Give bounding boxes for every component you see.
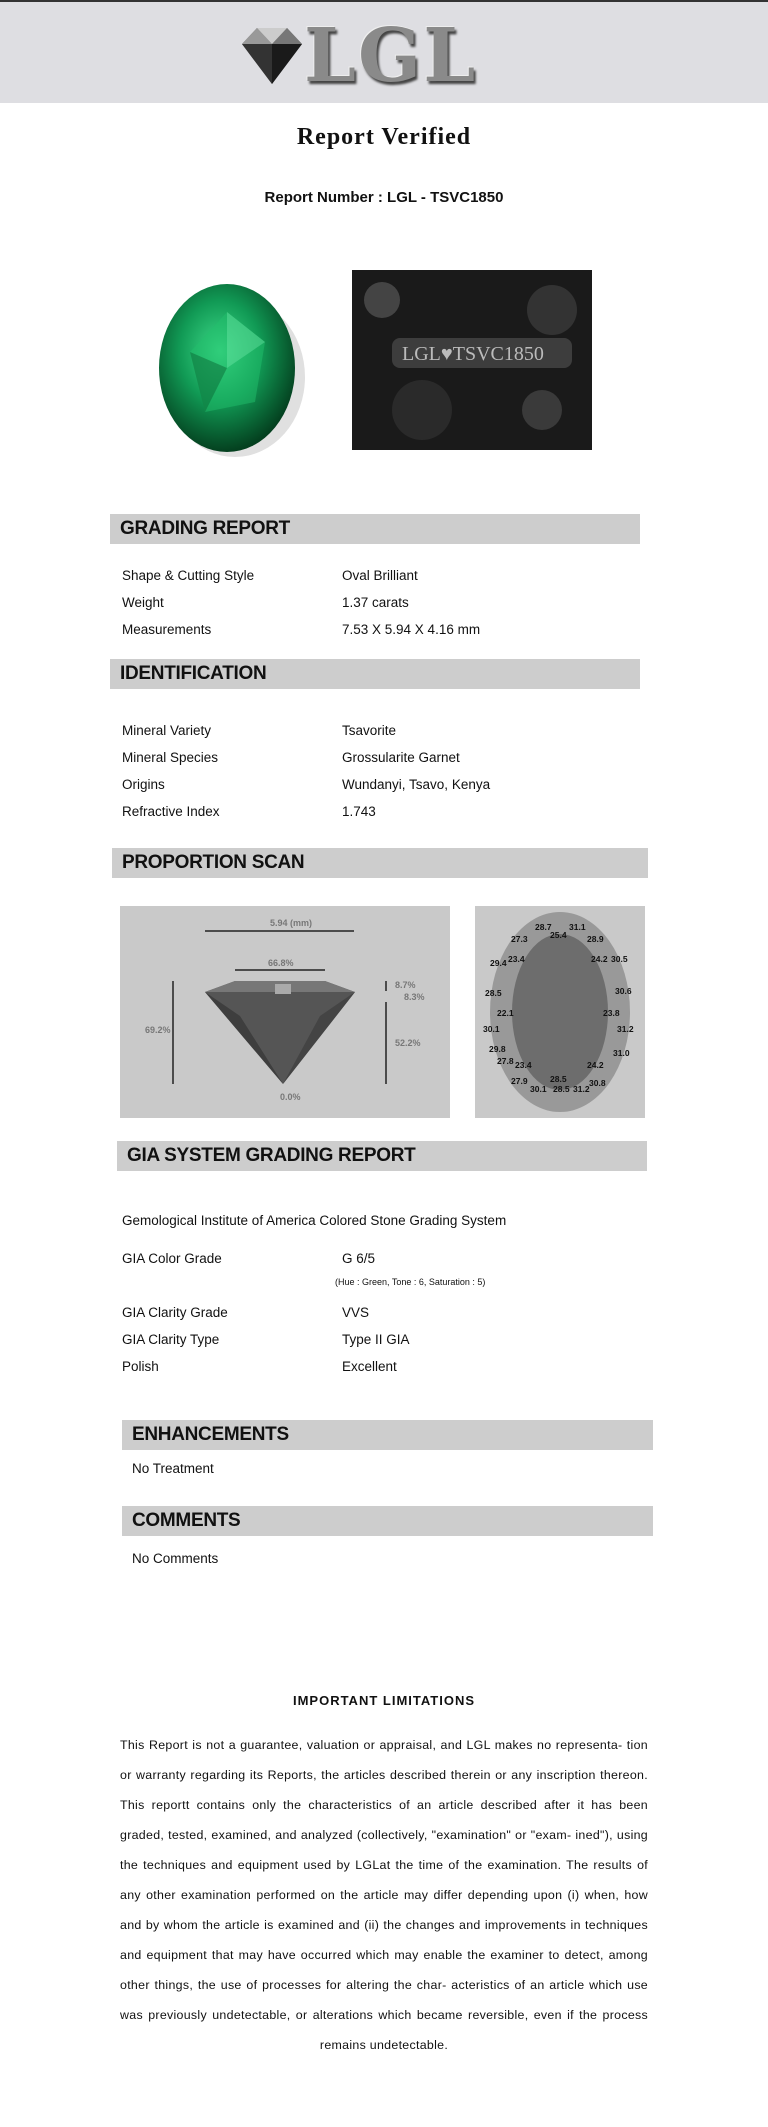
- gia-color-note: (Hue : Green, Tone : 6, Saturation : 5): [335, 1277, 486, 1287]
- gemstone-photo: [135, 272, 325, 460]
- proportion-side-view: [120, 906, 450, 1118]
- refractive-index-label: Refractive Index: [122, 804, 220, 819]
- origins-label: Origins: [122, 777, 165, 792]
- oval-measure-label: 23.4: [508, 954, 525, 964]
- oval-measure-label: 29.8: [489, 1044, 506, 1054]
- gia-clarity-grade-label: GIA Clarity Grade: [122, 1305, 228, 1320]
- gia-clarity-type-label: GIA Clarity Type: [122, 1332, 220, 1347]
- lgl-logo[interactable]: [232, 13, 492, 99]
- origins-value: Wundanyi, Tsavo, Kenya: [342, 777, 491, 792]
- oval-measure-label: 25.4: [550, 930, 567, 940]
- enhancements-heading: ENHANCEMENTS: [122, 1420, 653, 1450]
- oval-measure-label: 27.3: [511, 934, 528, 944]
- mineral-species-label: Mineral Species: [122, 750, 219, 765]
- mineral-variety-value: Tsavorite: [342, 723, 397, 738]
- report-number: Report Number : LGL - TSVC1850: [264, 189, 504, 206]
- oval-measure-label: 28.9: [587, 934, 604, 944]
- enhancements-text: No Treatment: [132, 1461, 214, 1476]
- limitations-heading: IMPORTANT LIMITATIONS: [292, 1693, 476, 1708]
- oval-measure-label: 27.8: [497, 1056, 514, 1066]
- oval-measure-label: 30.1: [483, 1024, 500, 1034]
- proportion-scan-heading: PROPORTION SCAN: [112, 848, 648, 878]
- gia-clarity-grade-value: VVS: [342, 1305, 370, 1320]
- oval-measure-label: 31.1: [569, 922, 586, 932]
- oval-measure-label: 28.5: [485, 988, 502, 998]
- oval-measure-label: 22.1: [497, 1008, 514, 1018]
- grading-report-heading: GRADING REPORT: [110, 514, 640, 544]
- limitations-body: This Report is not a guarantee, valuation or appraisal, and LGL makes no representa- tion or warranty regarding its Reports, the articles described therein or any inscription thereon. This reportt contains only the characteristics of an article described after it has been graded, tested, examined, and analyzed (collectively, "examination" or "exam- ined"), using the techniques and equipment used by LGLat the time of the examination. The results of any other examination performed on the article may differ depending upon (i) when, how and by whom the article is examined and (ii) the changes and improvements in techniques and equipment that may have occurred which may enable the examiner to detect, among other things, the use of processes for altering the char- acteristics of an article which use was previously undetectable, or alterations which became reversible, even if the process remains undetectable.: [120, 1738, 648, 2052]
- oval-measure-label: 23.8: [603, 1008, 620, 1018]
- weight-value: 1.37 carats: [342, 595, 409, 610]
- scan-pavilion-label: 52.2%: [395, 1038, 421, 1048]
- gia-color-label: GIA Color Grade: [122, 1251, 222, 1266]
- page-title: Report Verified: [296, 124, 472, 150]
- scan-table-label: 66.8%: [268, 958, 294, 968]
- gia-intro: Gemological Institute of America Colored Stone Grading System: [122, 1213, 507, 1228]
- oval-measure-label: 27.9: [511, 1076, 528, 1086]
- gia-heading: GIA SYSTEM GRADING REPORT: [117, 1141, 647, 1171]
- mineral-variety-label: Mineral Variety: [122, 723, 212, 738]
- scan-crown-label: 8.7%: [395, 980, 416, 990]
- shape-label: Shape & Cutting Style: [122, 568, 255, 583]
- oval-measure-label: 30.6: [615, 986, 632, 996]
- gia-clarity-type-value: Type II GIA: [342, 1332, 410, 1347]
- scan-depth-label: 69.2%: [145, 1025, 171, 1035]
- comments-text: No Comments: [132, 1551, 219, 1566]
- comments-heading: COMMENTS: [122, 1506, 653, 1536]
- polish-label: Polish: [122, 1359, 159, 1374]
- scan-crown2-label: 8.3%: [404, 992, 425, 1002]
- refractive-index-value: 1.743: [342, 804, 376, 819]
- header-banner: [0, 2, 768, 103]
- oval-measure-label: 31.2: [617, 1024, 634, 1034]
- mineral-species-value: Grossularite Garnet: [342, 750, 460, 765]
- oval-measure-label: 31.2: [573, 1084, 590, 1094]
- polish-value: Excellent: [342, 1359, 397, 1374]
- scan-width-label: 5.94 (mm): [270, 918, 313, 928]
- inscription-text: LGL♥TSVC1850: [402, 343, 544, 365]
- oval-measure-label: 29.4: [490, 958, 507, 968]
- measurements-value: 7.53 X 5.94 X 4.16 mm: [342, 622, 481, 637]
- diamond-icon: [232, 22, 312, 92]
- oval-measure-label: 31.0: [613, 1048, 630, 1058]
- measurements-label: Measurements: [122, 622, 212, 637]
- proportion-top-view: [475, 906, 645, 1118]
- inscription-photo: [352, 270, 592, 450]
- oval-measure-label: 28.5: [550, 1074, 567, 1084]
- oval-measure-label: 23.4: [515, 1060, 532, 1070]
- scan-culet-label: 0.0%: [280, 1092, 301, 1102]
- oval-measure-label: 24.2: [591, 954, 608, 964]
- oval-measure-label: 30.8: [589, 1078, 606, 1088]
- oval-measure-label: 30.5: [611, 954, 628, 964]
- oval-measure-label: 28.7: [535, 922, 552, 932]
- shape-value: Oval Brilliant: [342, 568, 418, 583]
- identification-heading: IDENTIFICATION: [110, 659, 640, 689]
- logo-text: LGL: [304, 13, 478, 99]
- gia-color-value: G 6/5: [342, 1251, 376, 1266]
- oval-measure-label: 28.5: [553, 1084, 570, 1094]
- oval-measure-label: 30.1: [530, 1084, 547, 1094]
- oval-measure-label: 24.2: [587, 1060, 604, 1070]
- weight-label: Weight: [122, 595, 164, 610]
